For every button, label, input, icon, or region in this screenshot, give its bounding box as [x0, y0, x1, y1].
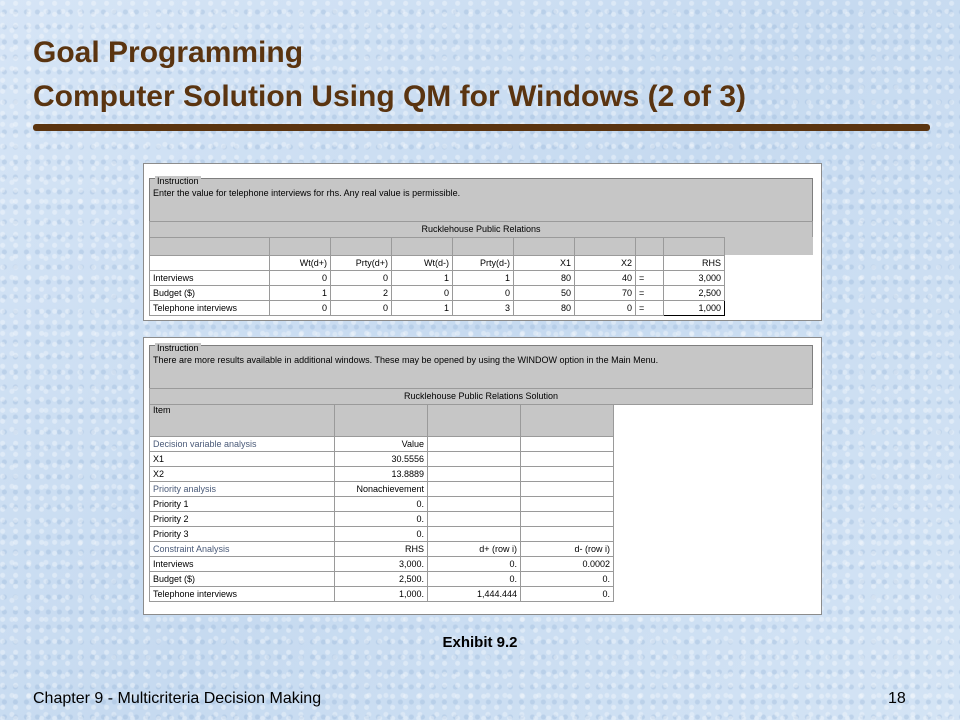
section-row: [150, 542, 614, 557]
footer-chapter: Chapter 9 - Multicriteria Decision Making: [33, 690, 322, 707]
table-row: [150, 557, 614, 572]
table-row: [150, 452, 614, 467]
solution-window: [143, 337, 822, 615]
header-cell: Prty(d-): [453, 256, 514, 271]
table-cell[interactable]: 0: [270, 301, 331, 316]
table-cell: 0.: [521, 572, 614, 587]
table-cell: 3,000.: [335, 557, 428, 572]
table-cell[interactable]: 40: [575, 271, 636, 286]
relation-cell[interactable]: =: [636, 286, 664, 301]
table-cell[interactable]: 2,500: [664, 286, 725, 301]
instruction-text: Enter the value for telephone interviews for rhs. Any real value is permissible.: [153, 188, 461, 198]
instruction-legend: Instruction: [157, 176, 199, 186]
row-label: Priority 3: [150, 527, 335, 542]
header-cell: [150, 256, 270, 271]
table-cell: [521, 452, 614, 467]
row-label: X1: [150, 452, 335, 467]
table-cell: d- (row i): [521, 542, 614, 557]
table-cell: [428, 512, 521, 527]
table-cell: 0.: [521, 587, 614, 602]
table-cell[interactable]: 2: [331, 286, 392, 301]
instruction-text: There are more results available in additional windows. These may be opened by using the WINDOW option in the Main Menu.: [153, 355, 659, 365]
table-cell[interactable]: 0: [331, 301, 392, 316]
table-cell: [428, 482, 521, 497]
header-cell: X1: [514, 256, 575, 271]
table-cell: [521, 497, 614, 512]
table-cell[interactable]: 0: [453, 286, 514, 301]
table-cell[interactable]: 0: [270, 271, 331, 286]
table-cell: 1,444.444: [428, 587, 521, 602]
header-cell: Wt(d+): [270, 256, 331, 271]
table-cell: 0.0002: [521, 557, 614, 572]
table-row: [150, 572, 614, 587]
table-cell: 30.5556: [335, 452, 428, 467]
table-cell[interactable]: 0: [392, 286, 453, 301]
table-row: [150, 587, 614, 602]
table-row: [150, 527, 614, 542]
table-cell: 0.: [428, 572, 521, 587]
table-cell: [521, 527, 614, 542]
section-row: [150, 482, 614, 497]
table-cell: d+ (row i): [428, 542, 521, 557]
instruction-legend: Instruction: [157, 343, 199, 353]
page-number: 18: [888, 690, 906, 707]
instruction-box: [149, 345, 813, 391]
row-label: Interviews: [150, 557, 335, 572]
table-cell: 0.: [335, 497, 428, 512]
table-cell: 13.8889: [335, 467, 428, 482]
table-cell: RHS: [335, 542, 428, 557]
table-cell[interactable]: 1: [453, 271, 514, 286]
solution-table: [149, 404, 614, 602]
table-cell: [521, 512, 614, 527]
row-label[interactable]: Telephone interviews: [150, 301, 270, 316]
row-label: X2: [150, 467, 335, 482]
table-cell: [521, 437, 614, 452]
solution-table-title: Rucklehouse Public Relations Solution: [149, 388, 813, 405]
selected-rhs-cell[interactable]: 1,000: [664, 301, 725, 316]
table-cell[interactable]: 80: [514, 271, 575, 286]
table-cell: [428, 527, 521, 542]
header-cell: Wt(d-): [392, 256, 453, 271]
table-cell: 2,500.: [335, 572, 428, 587]
table-cell[interactable]: 1: [270, 286, 331, 301]
exhibit-caption: Exhibit 9.2: [442, 634, 518, 651]
table-row: [150, 467, 614, 482]
table-row: [150, 286, 725, 301]
slide-subtitle: Computer Solution Using QM for Windows (2 of 3): [33, 80, 747, 113]
table-cell[interactable]: 0: [331, 271, 392, 286]
table-cell: 1,000.: [335, 587, 428, 602]
header-cell: [636, 256, 664, 271]
row-label: Constraint Analysis: [150, 542, 335, 557]
table-cell: [428, 497, 521, 512]
table-cell[interactable]: 3: [453, 301, 514, 316]
table-cell: [428, 452, 521, 467]
table-cell: 0.: [428, 557, 521, 572]
section-row: [150, 437, 614, 452]
table-cell: [428, 437, 521, 452]
row-label: Priority 2: [150, 512, 335, 527]
table-cell: Nonachievement: [335, 482, 428, 497]
table-cell: 0.: [335, 512, 428, 527]
table-cell[interactable]: 80: [514, 301, 575, 316]
relation-cell[interactable]: =: [636, 301, 664, 316]
table-cell: [521, 467, 614, 482]
table-cell: Value: [335, 437, 428, 452]
table-cell[interactable]: 1: [392, 271, 453, 286]
row-label: Priority 1: [150, 497, 335, 512]
row-label: Telephone interviews: [150, 587, 335, 602]
table-row: [150, 512, 614, 527]
header-cell: Prty(d+): [331, 256, 392, 271]
table-cell: [428, 467, 521, 482]
input-table-title: Rucklehouse Public Relations: [149, 221, 813, 238]
table-cell[interactable]: 1: [392, 301, 453, 316]
row-label[interactable]: Budget ($): [150, 286, 270, 301]
header-cell: RHS: [664, 256, 725, 271]
relation-cell[interactable]: =: [636, 271, 664, 286]
table-row: [150, 271, 725, 286]
instruction-box: [149, 178, 813, 224]
table-cell[interactable]: 0: [575, 301, 636, 316]
row-label: Decision variable analysis: [150, 437, 335, 452]
table-cell[interactable]: 3,000: [664, 271, 725, 286]
table-cell: 0.: [335, 527, 428, 542]
slide-title: Goal Programming: [33, 36, 304, 69]
input-data-table: [149, 237, 725, 316]
input-header-row: [150, 256, 725, 271]
header-cell: X2: [575, 256, 636, 271]
row-label[interactable]: Interviews: [150, 271, 270, 286]
row-label: Priority analysis: [150, 482, 335, 497]
table-cell[interactable]: 50: [514, 286, 575, 301]
table-cell[interactable]: 70: [575, 286, 636, 301]
table-cell: [521, 482, 614, 497]
table-row: [150, 301, 725, 316]
item-header: Item: [150, 405, 335, 437]
title-divider: [33, 124, 930, 131]
row-label: Budget ($): [150, 572, 335, 587]
table-row: [150, 497, 614, 512]
input-data-window: [143, 163, 822, 321]
